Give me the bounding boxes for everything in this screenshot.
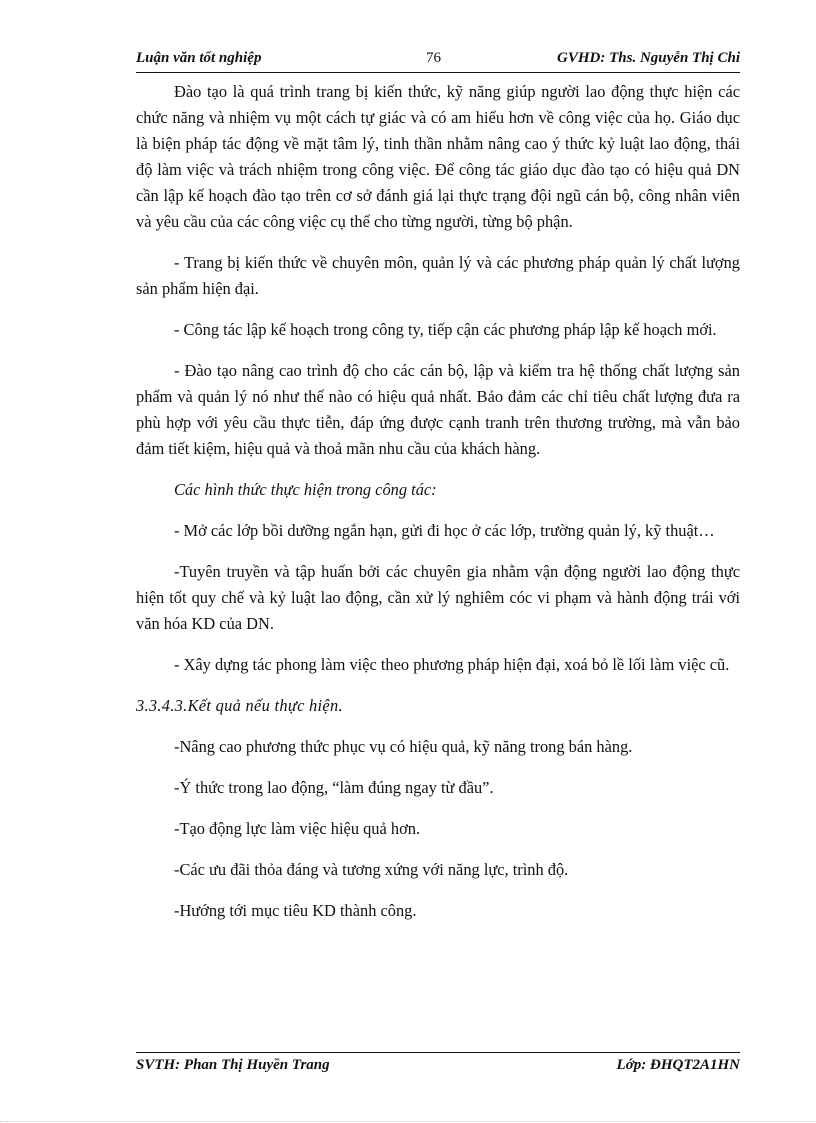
result-item: -Nâng cao phương thức phục vụ có hiệu quả, kỹ năng trong bán hàng.: [174, 737, 633, 756]
page-edge-divider: [0, 1121, 816, 1122]
page-footer: [136, 1057, 740, 1077]
result-item: -Ý thức trong lao động, “làm đúng ngay từ đầu”.: [174, 778, 494, 797]
document-body: [136, 79, 740, 924]
bullet-work-style: - Xây dựng tác phong làm việc theo phương pháp hiện đại, xoá bỏ lề lối làm việc cũ.: [174, 655, 730, 674]
paragraph-intro: Đào tạo là quá trình trang bị kiến thức, kỹ năng giúp người lao động thực hiện các chức năng và nhiệm vụ một cách tự giác và có am hiểu hơn về công việc của họ. Giáo dục là biện pháp tác động về mặt tâm lý, tinh thần nhằm nâng cao ý thức kỷ luật lao động, thái độ làm việc và trách nhiệm trong công việc. Để công tác giáo dục đào tạo có hiệu quả DN cần lập kế hoạch đào tạo trên cơ sở đánh giá lại thực trạng đội ngũ cán bộ, công nhân viên và yêu cầu của các công việc cụ thể cho từng người, từng bộ phận.: [136, 82, 740, 231]
class-code: Lớp: ĐHQT2A1HN: [616, 1057, 740, 1073]
footer-rule: [136, 1052, 740, 1053]
student-name: SVTH: Phan Thị Huyền Trang: [136, 1057, 330, 1073]
section-heading: 3.3.4.3.Kết quả nếu thực hiện.: [136, 696, 343, 715]
result-item: -Các ưu đãi thỏa đáng và tương xứng với năng lực, trình độ.: [174, 860, 569, 879]
bullet-planning: - Công tác lập kế hoạch trong công ty, tiếp cận các phương pháp lập kế hoạch mới.: [174, 320, 717, 339]
bullet-advanced-training: - Đào tạo nâng cao trình độ cho các cán bộ, lập và kiểm tra hệ thống chất lượng sản phẩm và quản lý nó như thế nào có hiệu quả nhất. Bảo đảm các chỉ tiêu chất lượng đưa ra phù hợp với yêu cầu thực tiễn, đáp ứng được cạnh tranh trên thương trường, mà vẫn bảo đảm tiết kiệm, hiệu quả và thoả mãn nhu cầu của khách hàng.: [136, 361, 740, 458]
result-item: -Tạo động lực làm việc hiệu quả hơn.: [174, 819, 421, 838]
bullet-short-courses: - Mở các lớp bồi dưỡng ngắn hạn, gửi đi học ở các lớp, trường quản lý, kỹ thuật…: [174, 521, 715, 540]
subheading-forms: Các hình thức thực hiện trong công tác:: [174, 480, 437, 499]
bullet-propaganda: -Tuyên truyền và tập huấn bởi các chuyên gia nhằm vận động người lao động thực hiện tốt quy chế và kỷ luật lao động, cần xử lý nghiêm cóc vi phạm và hành động trái với văn hóa KD của DN.: [136, 562, 740, 633]
result-item: -Hướng tới mục tiêu KD thành công.: [174, 901, 417, 920]
supervisor-name: GVHD: Ths. Nguyễn Thị Chi: [557, 50, 740, 66]
bullet-training-knowledge: - Trang bị kiến thức về chuyên môn, quản lý và các phương pháp quản lý chất lượng sản phẩm hiện đại.: [136, 253, 740, 298]
page-header: [136, 50, 740, 72]
thesis-title: Luận văn tốt nghiệp: [136, 50, 262, 66]
page-number: 76: [426, 50, 441, 66]
header-rule: [136, 72, 740, 73]
